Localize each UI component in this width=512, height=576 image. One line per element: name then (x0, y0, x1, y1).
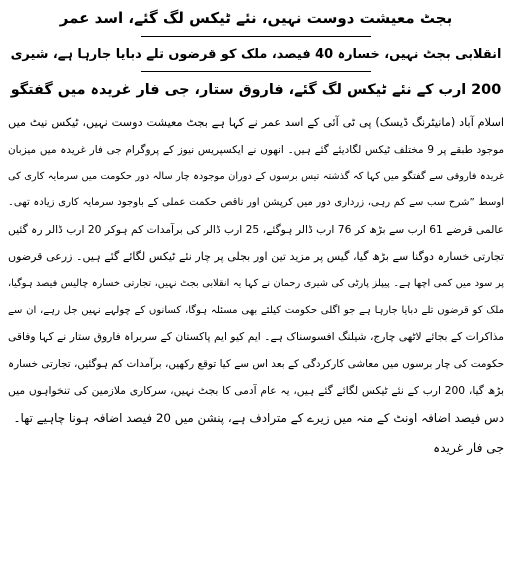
article-body (8, 110, 504, 432)
article-line: پر سود میں کمی اچھا ہے۔ پیپلز پارٹی کی شیری رحمان نے کہا یہ انقلابی بجٹ نہیں، تجارتی خسارہ چالیس فیصد ہوگیا، (8, 277, 504, 289)
article-line: دس فیصد اضافہ اونٹ کے منہ میں زیرے کے مترادف ہے، پنشن میں 20 فیصد اضافہ ہونا چاہیے تھا۔ (13, 410, 504, 425)
article-line: اسلام آباد (مانیٹرنگ ڈیسک) پی ٹی آئی کے اسد عمر نے کہا ہے بجٹ معیشت دوست نہیں، ٹیکس نیٹ میں (8, 116, 504, 129)
article-line: عالمی قرضے 61 ارب سے بڑھ کر 76 ارب ڈالر ہوگئے، 25 ارب ڈالر کی برآمدات کم ہوکر 20 ارب ڈالر رہ گئیں (8, 223, 504, 237)
article-line: اوسط ”شرح سب سے کم رہی، زرداری دور میں کرپشن اور ناقص حکمت عملی کے باوجود سرمایہ کاری زیادہ تھی۔ (8, 197, 504, 209)
byline: جی فار غریدہ (433, 440, 504, 455)
article-line: حکومت کی چار برسوں میں معاشی کارکردگی کے بعد اس سے کیا توقع رکھیں، برآمدات کم ہوگئیں، تجارتی خسارہ (8, 358, 504, 371)
article-line: تجارتی خسارہ دوگنا سے بڑھ گیا، گیس پر مزید تین اور بجلی پر چار نئے ٹیکس لگائے گئے ہیں۔ زرعی قرضوں (8, 249, 504, 263)
headline-secondary: انقلابی بجٹ نہیں، خسارہ 40 فیصد، ملک کو قرضوں تلے دبایا جارہا ہے، شیری (10, 47, 502, 62)
divider (141, 36, 371, 37)
article-line: موجود طبقے پر 9 مختلف ٹیکس لگادیئے گئے ہیں۔ انھوں نے ایکسپریس نیوز کے پروگرام جی فار غریدہ میں میزبان (8, 143, 504, 156)
article-line: بڑھ گیا، 200 ارب کے نئے ٹیکس لگائے گئے ہیں، یہ عام آدمی کا بجٹ نہیں، سرکاری ملازمین کی تنخواہوں میں (8, 383, 504, 397)
headline-tertiary: 200 ارب کے نئے ٹیکس لگ گئے، فاروق ستار، جی فار غریدہ میں گفتگو (10, 82, 502, 98)
divider (141, 71, 371, 72)
headline-block (8, 6, 504, 102)
headline-main: بجٹ معیشت دوست نہیں، نئے ٹیکس لگ گئے، اسد عمر (59, 9, 453, 27)
article-line: غریدہ فاروقی سے گفتگو میں کہا کہ گذشتہ تیس برسوں کے دوران موجودہ چار سالہ دور حکومت میں سرمایہ کاری کی (8, 170, 504, 182)
article-line: مذاکرات کے بجائے لاٹھی چارج، شیلنگ افسوسناک ہے۔ ایم کیو ایم پاکستان کے سربراہ فاروق ستار نے کہا وفاقی (8, 330, 504, 344)
article-line: ملک کو قرضوں تلے دبایا جارہا ہے جو اگلی حکومت کیلئے بھی مسئلہ ہوگا، کسانوں کے چولہے نہیں جل رہے، ان سے (8, 304, 504, 316)
